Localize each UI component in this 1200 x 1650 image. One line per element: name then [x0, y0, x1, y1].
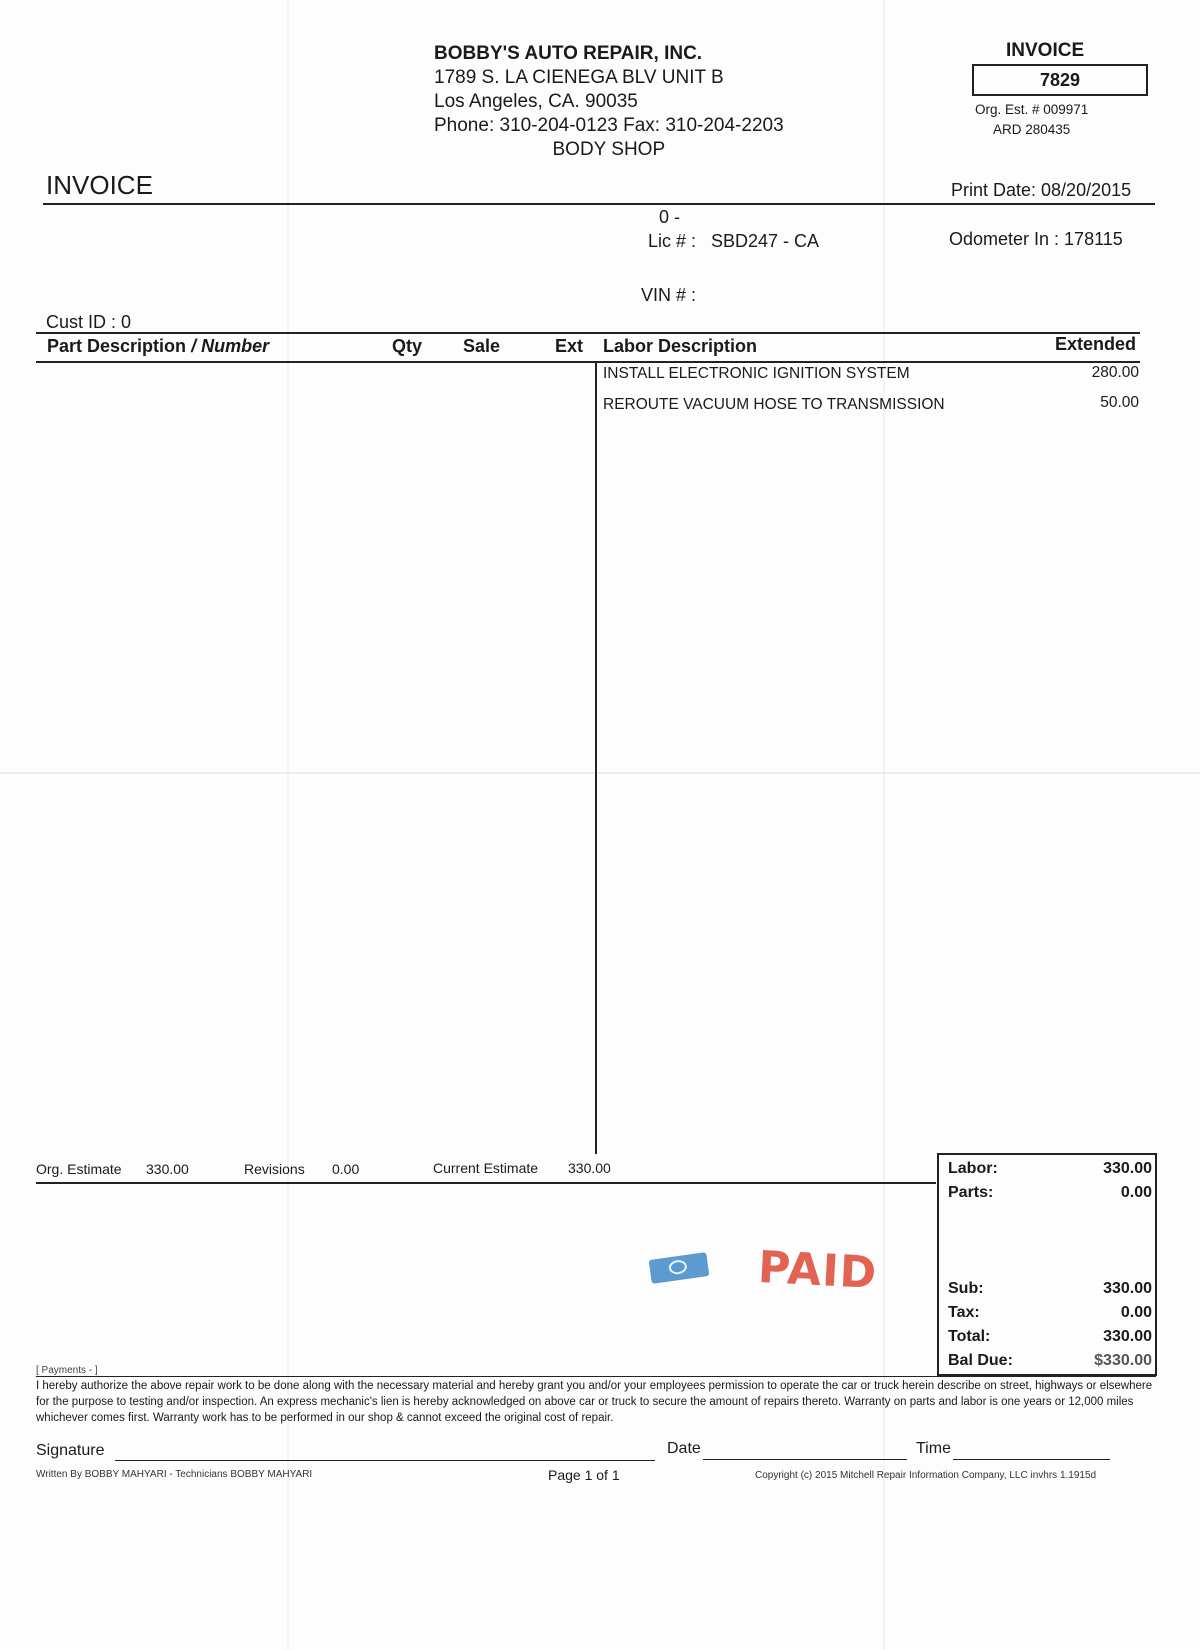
- vin-label: VIN # :: [641, 285, 697, 305]
- payments-rule: [36, 1376, 1156, 1377]
- revisions-value: 0.00: [332, 1161, 360, 1177]
- total-value: 330.00: [1103, 1328, 1152, 1345]
- sub-total: 330.00: [1103, 1280, 1152, 1297]
- part-desc-header: [47, 336, 269, 357]
- labor-total-label: Labor:: [948, 1160, 998, 1177]
- current-estimate-label: Current Estimate: [433, 1160, 539, 1176]
- labor-desc-header: Labor Description: [603, 336, 758, 356]
- estimate-rule: [36, 1182, 936, 1184]
- company-header: [434, 42, 784, 162]
- labor-amount: 280.00: [1091, 364, 1139, 381]
- bal-due-label: Bal Due:: [948, 1352, 1013, 1369]
- page-number: Page 1 of 1: [548, 1467, 620, 1483]
- authorization-text: I hereby authorize the above repair work to be done along with the necessary material and hereby grant you and/or your employees permission to operate the car or truck herein describe on street, highways or elsewhere for the purpose to testing and/or inspection. An express mechanic's lien is hereby acknowledged on above car or truck to secure the amount of repairs thereto. Warranty on parts and labor is one years or 12,000 miles whichever comes first. Warranty work has to be performed in our shop & cannot exceed the original cost of repair.: [36, 1380, 1153, 1424]
- print-date: Print Date: 08/20/2015: [951, 180, 1132, 200]
- column-divider: [595, 362, 597, 1154]
- paper-fold: [0, 772, 1200, 774]
- ext-header: Ext: [555, 336, 584, 356]
- org-est-number: Org. Est. # 009971: [975, 102, 1089, 117]
- extended-header: Extended: [1055, 334, 1137, 354]
- part-desc-label: Part Description: [47, 336, 187, 356]
- time-line: [953, 1459, 1110, 1460]
- sale-header: Sale: [463, 336, 501, 356]
- tax-value: 0.00: [1120, 1304, 1152, 1321]
- bal-due-value: $330.00: [1094, 1352, 1152, 1369]
- company-address-1: 1789 S. LA CIENEGA BLV UNIT B: [434, 67, 724, 88]
- payments-label: [ Payments - ]: [36, 1365, 98, 1376]
- lic-label: Lic # :: [648, 231, 697, 251]
- company-address-2: Los Angeles, CA. 90035: [434, 91, 638, 112]
- tax-label: Tax:: [948, 1304, 980, 1321]
- revisions-label: Revisions: [244, 1161, 305, 1177]
- header-rule: [43, 203, 1155, 205]
- vehicle-line: 0 -: [659, 207, 681, 227]
- signature-label: Signature: [36, 1442, 105, 1459]
- company-name: BOBBY'S AUTO REPAIR, INC.: [434, 43, 703, 64]
- list-item: [603, 396, 945, 414]
- date-label: Date: [667, 1440, 701, 1457]
- header-bottom-rule: [36, 361, 1140, 363]
- date-line: [703, 1459, 907, 1460]
- blue-stamp-icon: [649, 1252, 710, 1284]
- labor-description: REROUTE VACUUM HOSE TO TRANSMISSION: [603, 396, 945, 413]
- org-estimate-value: 330.00: [146, 1161, 189, 1177]
- org-estimate-label: Org. Estimate: [36, 1161, 122, 1177]
- table-top-rule: [36, 332, 1140, 334]
- labor-amount: 50.00: [1100, 394, 1139, 411]
- invoice-box-label: INVOICE: [1006, 40, 1085, 61]
- parts-total-label: Parts:: [948, 1184, 994, 1201]
- qty-header: Qty: [392, 336, 423, 356]
- signature-line: [115, 1460, 655, 1461]
- page-title: INVOICE: [46, 170, 153, 200]
- estimate-info: [975, 100, 1088, 140]
- odometer: Odometer In : 178115: [949, 229, 1123, 249]
- cust-id: Cust ID : 0: [46, 312, 132, 332]
- ard-number: ARD 280435: [993, 122, 1071, 137]
- header-slash: /: [191, 336, 197, 356]
- copyright: Copyright (c) 2015 Mitchell Repair Information Company, LLC invhrs 1.1915d: [755, 1470, 1097, 1481]
- total-label: Total:: [948, 1328, 991, 1345]
- number-label: Number: [201, 336, 270, 356]
- sub-total-label: Sub:: [948, 1280, 984, 1297]
- labor-total: 330.00: [1103, 1160, 1152, 1177]
- time-label: Time: [916, 1440, 951, 1457]
- labor-description: INSTALL ELECTRONIC IGNITION SYSTEM: [603, 365, 910, 382]
- parts-total: 0.00: [1120, 1184, 1152, 1201]
- company-dept: BODY SHOP: [552, 139, 666, 160]
- list-item: [603, 365, 910, 383]
- invoice-number: 7829: [972, 64, 1148, 96]
- written-by: Written By BOBBY MAHYARI - Technicians BOBBY MAHYARI: [36, 1469, 313, 1480]
- paid-stamp: PAID: [756, 1241, 879, 1300]
- lic-value: SBD247 - CA: [711, 231, 820, 251]
- company-phone: Phone: 310-204-0123 Fax: 310-204-2203: [434, 115, 784, 136]
- current-estimate-value: 330.00: [568, 1160, 611, 1176]
